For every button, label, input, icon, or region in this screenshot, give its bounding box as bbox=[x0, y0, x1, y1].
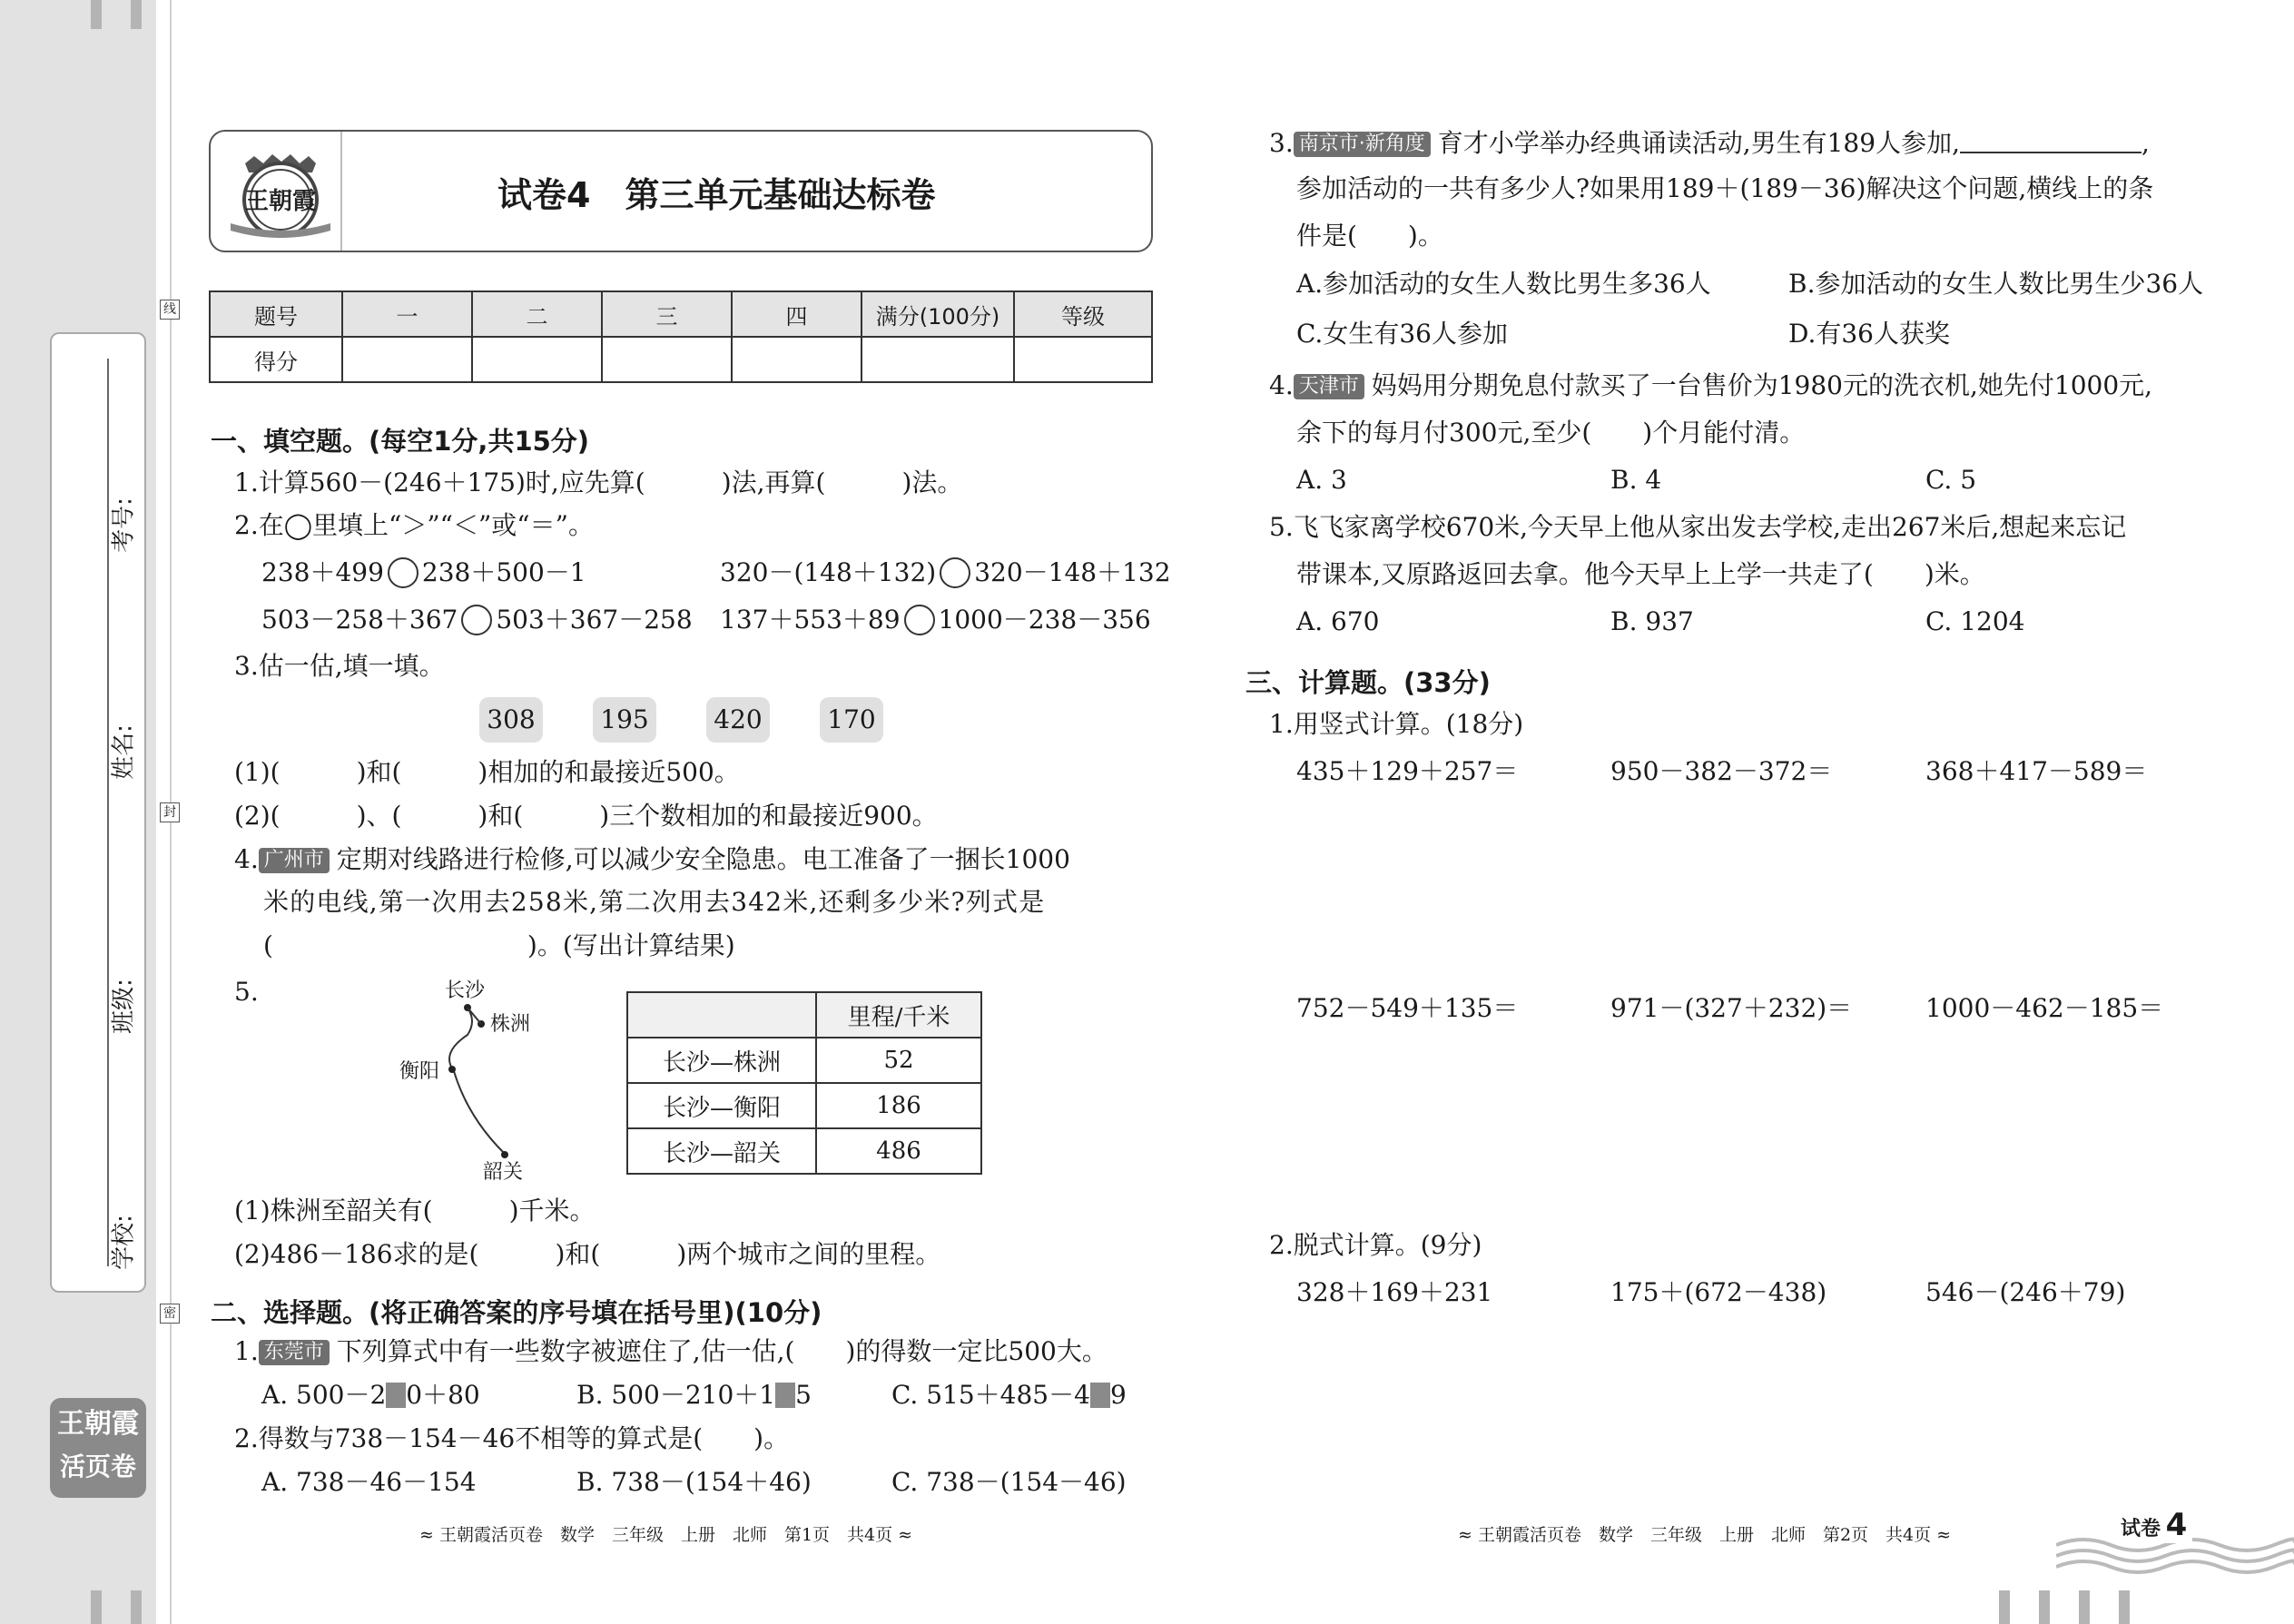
compare-right: 238＋500－1 bbox=[421, 557, 586, 587]
route-km: 52 bbox=[816, 1038, 981, 1083]
compare-item bbox=[720, 556, 1171, 589]
masked-digit bbox=[1090, 1383, 1110, 1408]
number-chip: 170 bbox=[820, 697, 883, 743]
bottom-bar bbox=[1999, 1590, 2010, 1624]
compare-right: 503＋367－258 bbox=[496, 605, 693, 635]
c3-option-a: A.参加活动的女生人数比男生多36人 bbox=[1296, 269, 1711, 299]
score-cell[interactable] bbox=[1014, 337, 1152, 382]
score-cell[interactable] bbox=[602, 337, 732, 382]
vertical-calc-item: 1000－462－185＝ bbox=[1925, 993, 2164, 1023]
score-header: 题号 bbox=[210, 291, 342, 337]
compare-right: 1000－238－356 bbox=[938, 605, 1151, 635]
region-tag: 广州市 bbox=[259, 848, 330, 873]
c3-comma: , bbox=[2141, 128, 2150, 158]
score-table bbox=[209, 290, 1153, 383]
q5-part2: (2)486－186求的是( )和( )两个城市之间的里程。 bbox=[234, 1239, 941, 1269]
corner-number: 4 bbox=[2165, 1507, 2188, 1543]
logo-seal bbox=[227, 136, 334, 243]
region-tag: 东莞市 bbox=[259, 1340, 330, 1365]
c1-option-c bbox=[891, 1379, 1127, 1412]
c5-option-b: B. 937 bbox=[1610, 606, 1694, 636]
c4-num: 4. bbox=[1269, 370, 1294, 400]
seal-mark-mi: 密 bbox=[160, 1304, 180, 1324]
option-text: B. 500－210＋1 bbox=[576, 1380, 776, 1410]
score-row-label: 得分 bbox=[210, 337, 342, 382]
stepwise-calc-item: 175＋(672－438) bbox=[1610, 1277, 1827, 1307]
c4-option-c: C. 5 bbox=[1925, 465, 1977, 495]
exam-no-label: 考号: bbox=[110, 497, 138, 553]
q3-part2: (2)( )、( )和( )三个数相加的和最接近900。 bbox=[234, 801, 938, 831]
c3-option-b: B.参加活动的女生人数比男生少36人 bbox=[1788, 269, 2204, 299]
c1-option-b bbox=[576, 1379, 812, 1412]
badge-line1: 王朝霞 bbox=[57, 1408, 139, 1440]
number-chip: 308 bbox=[479, 697, 543, 743]
score-cell[interactable] bbox=[472, 337, 602, 382]
q5-num: 5. bbox=[234, 977, 259, 1007]
c2-option-c: C. 738－(154－46) bbox=[891, 1467, 1127, 1497]
bottom-bar bbox=[2079, 1590, 2090, 1624]
vertical-calc-item: 950－382－372＝ bbox=[1610, 756, 1833, 786]
masked-digit bbox=[386, 1383, 406, 1408]
compare-circle[interactable] bbox=[904, 605, 935, 635]
compare-right: 320－148＋132 bbox=[974, 557, 1171, 587]
section-3-title: 三、计算题。(33分) bbox=[1245, 667, 1491, 698]
corner-label-text: 试卷 bbox=[2121, 1518, 2161, 1540]
route-name: 长沙—韶关 bbox=[627, 1128, 816, 1174]
c1-num: 1. bbox=[234, 1336, 259, 1366]
route-name: 长沙—衡阳 bbox=[627, 1083, 816, 1128]
vertical-calc-item: 435＋129＋257＝ bbox=[1296, 756, 1519, 786]
score-header: 四 bbox=[732, 291, 861, 337]
c3-option-c: C.女生有36人参加 bbox=[1296, 319, 1508, 349]
number-chip: 420 bbox=[706, 697, 770, 743]
masked-digit bbox=[775, 1383, 795, 1408]
bottom-bar bbox=[2039, 1590, 2050, 1624]
c5-line1: 5.飞飞家离学校670米,今天早上他从家出发去学校,走出267米后,想起来忘记 bbox=[1269, 512, 2127, 542]
c3-line1 bbox=[1269, 127, 2150, 160]
route-km: 186 bbox=[816, 1083, 981, 1128]
compare-circle[interactable] bbox=[940, 557, 970, 588]
title-divider bbox=[340, 132, 342, 251]
c1-text: 下列算式中有一些数字被遮住了,估一估,( )的得数一定比500大。 bbox=[336, 1336, 1108, 1366]
c1-question bbox=[234, 1335, 1108, 1368]
stepwise-calc-item: 328＋169＋231 bbox=[1296, 1277, 1493, 1307]
vertical-calc-item: 971－(327＋232)＝ bbox=[1610, 993, 1853, 1023]
stepwise-calc-item: 546－(246＋79) bbox=[1925, 1277, 2126, 1307]
answer-blank[interactable] bbox=[1960, 130, 2141, 153]
q4-line1 bbox=[234, 843, 1070, 876]
score-header: 满分(100分) bbox=[861, 291, 1014, 337]
compare-item bbox=[720, 604, 1151, 636]
seal-mark-feng: 封 bbox=[160, 802, 180, 822]
city-label-hengyang: 衡阳 bbox=[399, 1060, 440, 1083]
option-text: A. 500－2 bbox=[261, 1380, 387, 1410]
vertical-calc-item: 752－549＋135＝ bbox=[1296, 993, 1519, 1023]
c3-num: 3. bbox=[1269, 128, 1294, 158]
region-tag: 天津市 bbox=[1294, 374, 1364, 399]
option-text: 0＋80 bbox=[406, 1380, 480, 1410]
compare-left: 137＋553＋89 bbox=[720, 605, 901, 635]
score-cell[interactable] bbox=[342, 337, 472, 382]
seal-mark-xian: 线 bbox=[160, 300, 180, 320]
q3-text: 3.估一估,填一填。 bbox=[234, 651, 445, 681]
logo-text: 王朝霞 bbox=[244, 188, 317, 215]
distance-table bbox=[626, 991, 982, 1175]
compare-left: 503－258＋367 bbox=[261, 605, 458, 635]
q3-part1: (1)( )和( )相加的和最接近500。 bbox=[234, 757, 740, 787]
compare-item bbox=[261, 604, 693, 636]
city-label-zhuzhou: 株洲 bbox=[490, 1013, 531, 1036]
c4-line2: 余下的每月付300元,至少( )个月能付清。 bbox=[1296, 418, 1806, 448]
compare-circle[interactable] bbox=[388, 557, 418, 588]
distance-header-blank bbox=[627, 992, 816, 1038]
q4-line3: ( )。(写出计算结果) bbox=[263, 930, 735, 960]
c2-option-b: B. 738－(154＋46) bbox=[576, 1467, 812, 1497]
option-text: 9 bbox=[1109, 1380, 1127, 1410]
option-text: 5 bbox=[795, 1380, 812, 1410]
school-label: 学校: bbox=[110, 1215, 138, 1270]
section-2-title: 二、选择题。(将正确答案的序号填在括号里)(10分) bbox=[211, 1297, 822, 1328]
bottom-bar bbox=[2119, 1590, 2130, 1624]
c1-option-a bbox=[261, 1379, 480, 1412]
route-km: 486 bbox=[816, 1128, 981, 1174]
option-text: C. 515＋485－4 bbox=[891, 1380, 1090, 1410]
q4-text: 定期对线路进行检修,可以减少安全隐患。电工准备了一捆长1000 bbox=[336, 844, 1070, 874]
section-1-title: 一、填空题。(每空1分,共15分) bbox=[211, 426, 590, 457]
c5-option-c: C. 1204 bbox=[1925, 606, 2025, 636]
compare-circle[interactable] bbox=[461, 605, 492, 635]
c3-option-d: D.有36人获奖 bbox=[1788, 319, 1950, 349]
c4-text: 妈妈用分期免息付款买了一台售价为1980元的洗衣机,她先付1000元, bbox=[1371, 370, 2153, 400]
score-header: 三 bbox=[602, 291, 732, 337]
c3-line2: 参加活动的一共有多少人?如果用189＋(189－36)解决这个问题,横线上的条 bbox=[1296, 173, 2154, 203]
top-bar bbox=[131, 0, 142, 29]
score-header: 一 bbox=[342, 291, 472, 337]
corner-label bbox=[2115, 1507, 2192, 1543]
name-label: 姓名: bbox=[110, 724, 138, 780]
city-dot bbox=[448, 1066, 456, 1073]
distance-header: 里程/千米 bbox=[816, 992, 981, 1038]
score-header: 二 bbox=[472, 291, 602, 337]
q4-line2: 米的电线,第一次用去258米,第二次用去342米,还剩多少米?列式是 bbox=[263, 887, 1046, 917]
badge-line2: 活页卷 bbox=[59, 1452, 136, 1481]
student-info-panel bbox=[50, 332, 146, 1293]
c5-line2: 带课本,又原路返回去拿。他今天早上上学一共走了( )米。 bbox=[1296, 559, 1985, 589]
c5-option-a: A. 670 bbox=[1296, 606, 1380, 636]
footer-left: ≈ 王朝霞活页卷 数学 三年级 上册 北师 第1页 共4页 ≈ bbox=[419, 1525, 913, 1545]
compare-left: 238＋499 bbox=[261, 557, 384, 587]
q5-part1: (1)株洲至韶关有( )千米。 bbox=[234, 1196, 596, 1225]
c4-option-b: B. 4 bbox=[1610, 465, 1662, 495]
city-label-changsha: 长沙 bbox=[445, 979, 486, 1002]
q2-text: 2.在◯里填上“＞”“＜”或“＝”。 bbox=[234, 510, 594, 540]
bottom-bar bbox=[131, 1590, 142, 1624]
page-title: 试卷4 第三单元基础达标卷 bbox=[497, 175, 936, 215]
route-name: 长沙—株洲 bbox=[627, 1038, 816, 1083]
c4-line1 bbox=[1269, 369, 2152, 402]
vertical-calc-item: 368＋417－589＝ bbox=[1925, 756, 2148, 786]
top-bar bbox=[91, 0, 102, 29]
score-cell[interactable] bbox=[732, 337, 861, 382]
number-chip: 195 bbox=[593, 697, 656, 743]
class-label: 班级: bbox=[110, 979, 138, 1034]
compare-left: 320－(148＋132) bbox=[720, 557, 937, 587]
q4-num: 4. bbox=[234, 844, 259, 874]
footer-right: ≈ 王朝霞活页卷 数学 三年级 上册 北师 第2页 共4页 ≈ bbox=[1458, 1525, 1952, 1545]
p1-title: 1.用竖式计算。(18分) bbox=[1269, 709, 1524, 739]
brand-badge bbox=[50, 1398, 146, 1498]
bottom-bar bbox=[91, 1590, 102, 1624]
p2-title: 2.脱式计算。(9分) bbox=[1269, 1230, 1482, 1260]
c3-text: 育才小学举办经典诵读活动,男生有189人参加, bbox=[1437, 128, 1960, 158]
c4-option-a: A. 3 bbox=[1296, 465, 1347, 495]
c3-line3: 件是( )。 bbox=[1296, 221, 1443, 251]
score-header: 等级 bbox=[1014, 291, 1152, 337]
c2-question: 2.得数与738－154－46不相等的算式是( )。 bbox=[234, 1423, 790, 1453]
q1-text: 1.计算560－(246＋175)时,应先算( )法,再算( )法。 bbox=[234, 468, 963, 497]
city-label-shaoguan: 韶关 bbox=[483, 1161, 524, 1184]
compare-item bbox=[261, 556, 586, 589]
score-cell[interactable] bbox=[861, 337, 1014, 382]
c2-option-a: A. 738－46－154 bbox=[261, 1467, 477, 1497]
region-tag: 南京市·新角度 bbox=[1294, 132, 1431, 157]
